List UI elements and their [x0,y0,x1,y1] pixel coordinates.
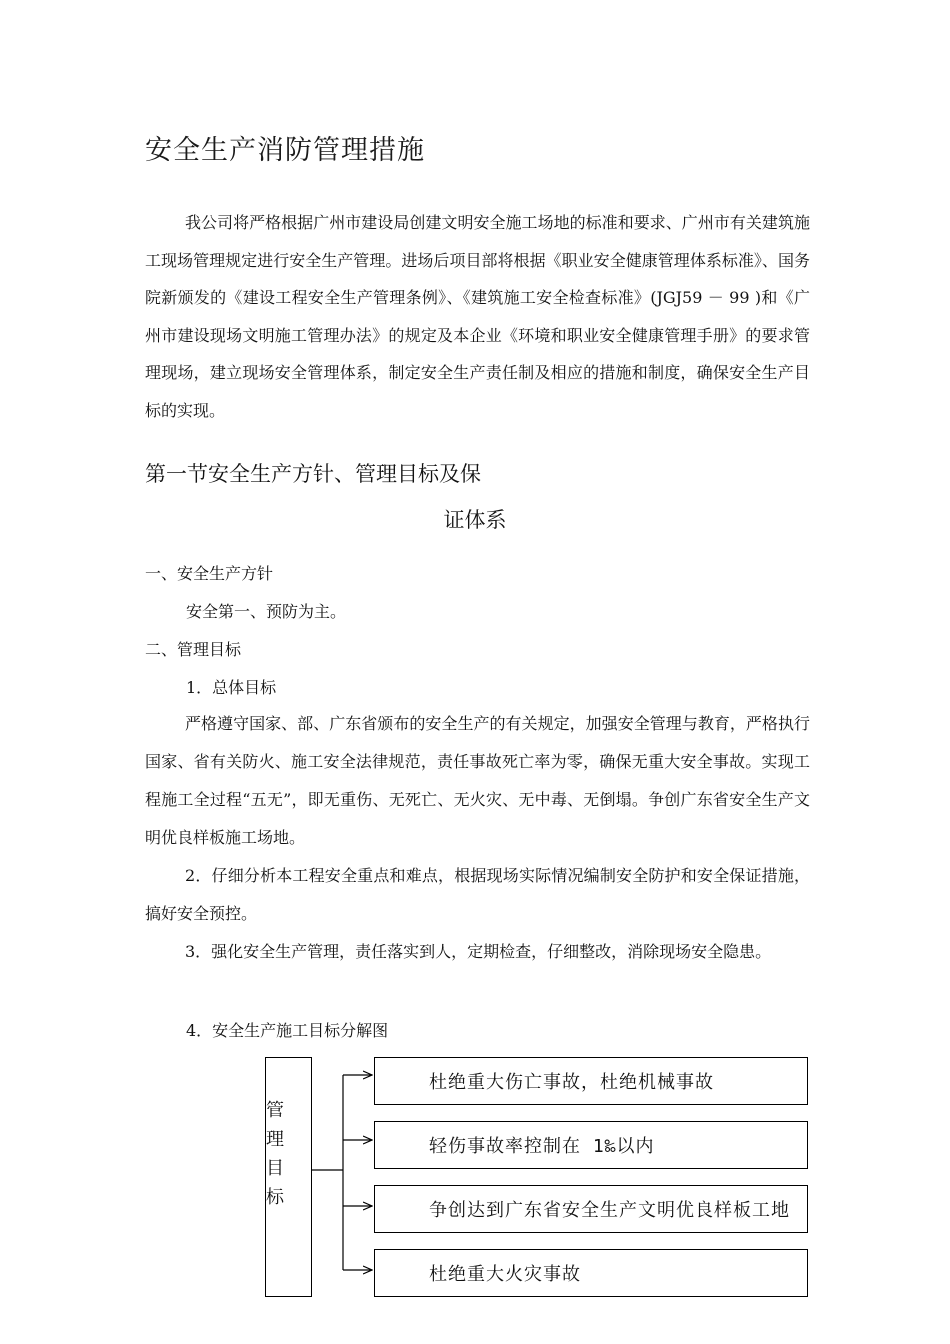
target-label-4: 杜绝重大火灾事故 [429,1264,581,1285]
management-goal-label: 管理目标 [266,1100,284,1208]
document-title: 安全生产消防管理措施 [145,135,425,166]
goal-2-paragraph: 2．仔细分析本工程安全重点和难点，根据现场实际情况编制安全防护和安全保证措施，搞好安全预控。 [145,866,810,923]
section-title-line-2: 证体系 [443,508,507,532]
section-title-line-1: 第一节安全生产方针、管理目标及保 [145,462,481,486]
goal-1-paragraph: 严格遵守国家、部、广东省颁布的安全生产的有关规定，加强安全管理与教育，严格执行国家、省有关防火、施工安全法律规范，责任事故死亡率为零，确保无重大安全事故。实现工程施工全过程“五无”，即无重伤、无死亡、无火灾、无中毒、无倒塌。争创广东省安全生产文明优良样板施工场地。 [145,714,810,847]
goal-1-heading: 1．总体目标 [186,678,277,697]
target-label-3: 争创达到广东省安全生产文明优良样板工地 [429,1200,790,1221]
target-box-4 [374,1249,808,1297]
target-box-3 [374,1185,808,1233]
policy-text: 安全第一、预防为主。 [186,602,347,621]
policy-heading: 一、安全生产方针 [145,564,274,583]
goal-heading: 二、管理目标 [145,640,242,659]
target-label-1: 杜绝重大伤亡事故，杜绝机械事故 [429,1072,714,1093]
goal-4-heading: 4．安全生产施工目标分解图 [186,1021,389,1040]
intro-paragraph: 我公司将严格根据广州市建设局创建文明安全施工场地的标准和要求、广州市有关建筑施工现场管理规定进行安全生产管理。进场后项目部将根据《职业安全健康管理体系标准》、国务院新颁发的《建设工程安全生产管理条例》、《建筑施工安全检查标准》(JGJ59 － 99 )和《广州市建设现场文明施工管理办法》的规定及本企业《环境和职业安全健康管理手册》的要求管理现场，建立现场安全管理体系，制定安全生产责任制及相应的措施和制度，确保安全生产目标的实现。 [145,213,810,420]
target-label-2: 轻伤事故率控制在 1‰以内 [429,1136,655,1157]
target-box-2 [374,1121,808,1169]
target-box-1 [374,1057,808,1105]
goal-3-paragraph: 3．强化安全生产管理，责任落实到人，定期检查，仔细整改，消除现场安全隐患。 [185,942,772,961]
